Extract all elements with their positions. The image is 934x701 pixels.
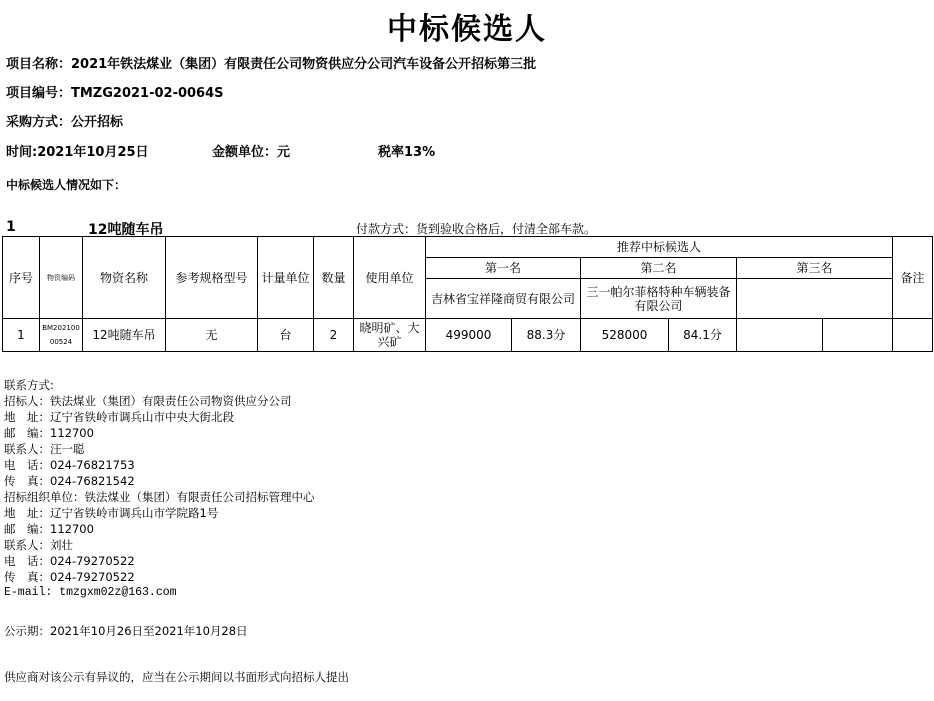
notice-period: 公示期：2021年10月26日至2021年10月28日 (4, 624, 248, 638)
row-third-price (737, 319, 823, 352)
contact-heading: 联系方式: (4, 378, 54, 392)
first-company: 吉林省宝祥隆商贸有限公司 (426, 279, 581, 319)
header-second: 第二名 (581, 258, 737, 279)
row-seq: 1 (3, 319, 40, 352)
row-qty: 2 (314, 319, 354, 352)
agency-contact-person: 联系人：刘壮 (4, 538, 73, 552)
row-remark (893, 319, 933, 352)
row-unit: 台 (258, 319, 314, 352)
row-third-score (823, 319, 893, 352)
tenderer: 招标人：铁法煤业（集团）有限责任公司物资供应分公司 (4, 394, 292, 408)
row-first-price: 499000 (426, 319, 512, 352)
tenderer-address: 地 址：辽宁省铁岭市调兵山市中央大街北段 (4, 410, 234, 424)
tax-rate: 税率13% (378, 145, 436, 160)
row-first-score: 88.3分 (512, 319, 581, 352)
payment-terms: 付款方式：货到验收合格后，付清全部车款。 (356, 222, 597, 236)
tenderer-zip: 邮 编：112700 (4, 426, 94, 440)
third-company (737, 279, 893, 319)
item-name: 12吨随车吊 (88, 222, 164, 238)
agency-zip: 邮 编：112700 (4, 522, 94, 536)
amount-unit: 金额单位：元 (212, 145, 291, 160)
header-use-unit: 使用单位 (354, 237, 426, 319)
header-first: 第一名 (426, 258, 581, 279)
project-name: 项目名称：2021年铁法煤业（集团）有限责任公司物资供应分公司汽车设备公开招标第三批 (6, 57, 537, 72)
agency: 招标组织单位：铁法煤业（集团）有限责任公司招标管理中心 (4, 490, 315, 504)
agency-phone: 电 话：024-79270522 (4, 554, 135, 568)
agency-address: 地 址：辽宁省铁岭市调兵山市学院路1号 (4, 506, 219, 520)
row-spec: 无 (166, 319, 258, 352)
header-spec: 参考规格型号 (166, 237, 258, 319)
project-number: 项目编号：TMZG2021-02-0064S (6, 86, 224, 101)
header-recommended: 推荐中标候选人 (426, 237, 893, 258)
purchase-method: 采购方式：公开招标 (6, 115, 124, 130)
announcement-time: 时间:2021年10月25日 (6, 145, 149, 160)
row-material-name: 12吨随车吊 (83, 319, 166, 352)
tenderer-fax: 传 真：024-76821542 (4, 474, 135, 488)
header-seq: 序号 (3, 237, 40, 319)
tenderer-contact-person: 联系人：汪一聪 (4, 442, 85, 456)
tenderer-phone: 电 话：024-76821753 (4, 458, 135, 472)
page-title: 中标候选人 (387, 12, 547, 47)
header-material-name: 物资名称 (83, 237, 166, 319)
row-second-price: 528000 (581, 319, 669, 352)
objection-note: 供应商对该公示有异议的，应当在公示期间以书面形式向招标人提出 (4, 670, 349, 684)
item-index: 1 (6, 219, 16, 235)
row-second-score: 84.1分 (669, 319, 737, 352)
header-qty: 数量 (314, 237, 354, 319)
header-third: 第三名 (737, 258, 893, 279)
candidates-table (2, 236, 933, 352)
header-remark: 备注 (893, 237, 933, 319)
header-material-code: 物资编码 (40, 237, 83, 319)
row-use-unit: 晓明矿、大兴矿 (354, 319, 426, 352)
second-company: 三一帕尔菲格特种车辆装备有限公司 (581, 279, 737, 319)
agency-fax: 传 真：024-79270522 (4, 570, 135, 584)
header-unit: 计量单位 (258, 237, 314, 319)
row-material-code: BM20210000524 (40, 319, 83, 352)
candidates-intro: 中标候选人情况如下： (6, 178, 127, 192)
agency-email: E-mail: tmzgxm02z@163.com (4, 586, 177, 599)
